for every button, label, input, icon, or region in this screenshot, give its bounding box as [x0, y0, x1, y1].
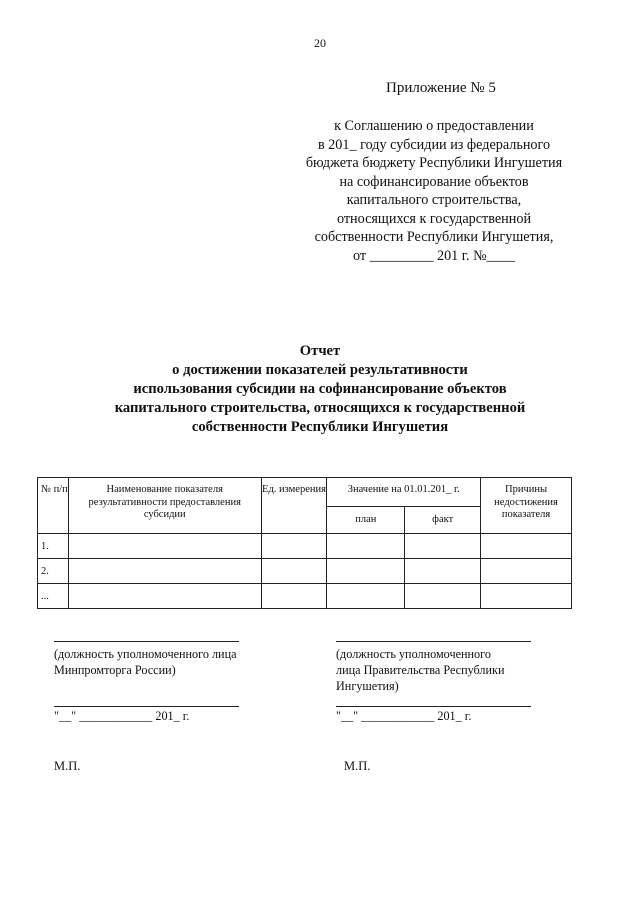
table-cell: [405, 559, 481, 584]
right-date: "__" ____________ 201_ г.: [336, 709, 472, 723]
left-signature-line: [54, 641, 239, 642]
table-cell: [481, 584, 572, 609]
right-signatory-line: (должность уполномоченного: [336, 647, 491, 661]
page-number: 20: [314, 36, 326, 50]
report-subtitle-line: капитального строительства, относящихся к государственной: [114, 400, 526, 416]
header-unit: Ед. измерения: [261, 478, 327, 534]
table-row: [38, 559, 572, 584]
table-row: [38, 534, 572, 559]
report-heading: [60, 342, 580, 437]
table-cell: [68, 584, 261, 609]
agreement-date-line: от _________ 201 г. №____: [352, 247, 516, 264]
right-signatory-line: Ингушетия): [336, 679, 399, 693]
table-cell: [405, 584, 481, 609]
right-signatory-line: лица Правительства Республики: [336, 663, 505, 677]
appendix-title: Приложение № 5: [386, 80, 496, 96]
header-indicator-name: Наименование показателя результативности предоставления субсидии: [68, 478, 261, 534]
left-date: "__" ____________ 201_ г.: [54, 709, 190, 723]
row-number: 1.: [38, 534, 69, 559]
right-stamp-place: М.П.: [344, 759, 371, 773]
table-cell: [261, 559, 327, 584]
left-signatory-position: [54, 646, 237, 678]
agreement-line: на софинансирование объектов: [339, 173, 529, 190]
report-subtitle-line: о достижении показателей результативности: [172, 362, 468, 378]
table-cell: [68, 559, 261, 584]
right-signature-line: [336, 641, 531, 642]
table-row: [38, 584, 572, 609]
header-value: Значение на 01.01.201_ г.: [327, 478, 481, 507]
table-cell: [261, 584, 327, 609]
table-cell: [481, 534, 572, 559]
table-cell: [327, 534, 405, 559]
header-reasons: Причины недостижения показателя: [481, 478, 572, 534]
table-cell: [327, 584, 405, 609]
header-fact: факт: [405, 507, 481, 534]
left-stamp-place: М.П.: [54, 759, 81, 773]
table-cell: [68, 534, 261, 559]
row-number: ...: [38, 584, 69, 609]
report-table: [37, 477, 572, 609]
agreement-line: бюджета бюджету Республики Ингушетия: [305, 155, 563, 171]
table-cell: [261, 534, 327, 559]
table-cell: [327, 559, 405, 584]
agreement-line: капитального строительства,: [346, 192, 522, 208]
left-signatory-line: Минпромторга России): [54, 663, 176, 677]
right-signatory-position: [336, 646, 504, 694]
report-title: Отчет: [299, 343, 341, 359]
table-cell: [481, 559, 572, 584]
agreement-reference: [292, 117, 576, 265]
agreement-line: относящихся к государственной: [336, 210, 532, 227]
right-date-rule: [336, 706, 531, 707]
left-date-rule: [54, 706, 239, 707]
row-number: 2.: [38, 559, 69, 584]
agreement-line: к Соглашению о предоставлении: [334, 118, 534, 134]
agreement-line: собственности Республики Ингушетия,: [314, 229, 554, 245]
header-num: № п/п: [38, 478, 69, 534]
report-subtitle-line: собственности Республики Ингушетия: [191, 419, 449, 435]
table-cell: [405, 534, 481, 559]
header-plan: план: [327, 507, 405, 534]
report-subtitle-line: использования субсидии на софинансирование объектов: [133, 381, 507, 397]
agreement-line: в 201_ году субсидии из федерального: [317, 136, 551, 153]
left-signatory-line: (должность уполномоченного лица: [54, 647, 237, 661]
